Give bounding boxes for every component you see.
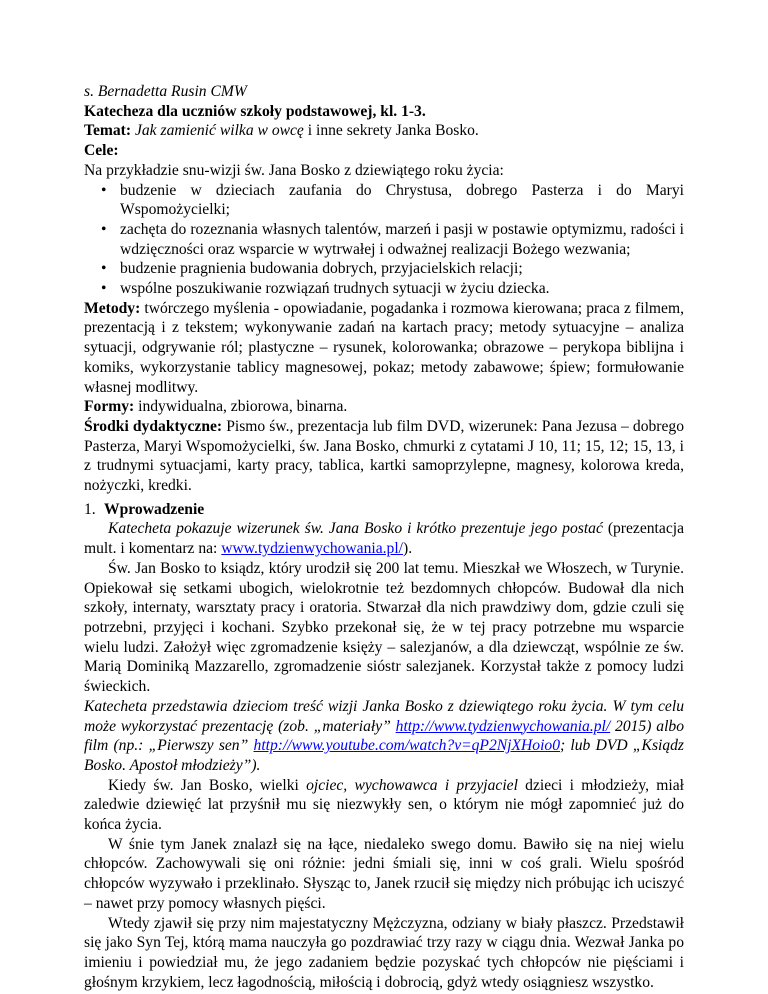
tydzien-link[interactable]: www.tydzienwychowania.pl/ bbox=[221, 540, 404, 558]
author-line: s. Bernadetta Rusin CMW bbox=[84, 83, 247, 100]
goals-label: Cele: bbox=[84, 142, 119, 160]
goals-intro: Na przykładzie snu-wizji św. Jana Bosko z dziewiątego roku życia: bbox=[84, 161, 504, 179]
youtube-link[interactable]: http://www.youtube.com/watch?v=qP2NjXHoio0 bbox=[253, 737, 560, 755]
aids-label: Środki dydaktyczne: bbox=[84, 417, 223, 435]
topic-title-rest: i inne sekrety Janka Bosko. bbox=[303, 122, 479, 140]
bullet-icon: • bbox=[101, 260, 107, 278]
section-paragraph-5: W śnie tym Janek znalazł się na łące, niedaleko swego domu. Bawiło się na niej wielu chłopców. Zachowywali się oni różnie: jedni śmiali się, inni w coś grali. Wielu spośród chłopców wyzywało i przeklinało. Słysząc to, Janek rzucił się między nich próbując ich uciszyć – nawet przy pomocy własnych pięści. bbox=[84, 835, 684, 912]
bullet-icon: • bbox=[101, 220, 107, 238]
tydzien-materials-link[interactable]: http://www.tydzienwychowania.pl/ bbox=[395, 717, 611, 735]
section-paragraph-2: Św. Jan Bosko to ksiądz, który urodził się 200 lat temu. Mieszkał we Włoszech, w Turynie. Opiekował się setkami ubogich, wielokrotnie też bezdomnych chłopców. Budował dla nich szkoły, internaty, warsztaty pracy i oratoria. Stwarzał dla nich prawdziwy dom, gdzie czuli się potrzebni, przyjęci i kochani. Szybko przekonał się, że w tej pracy potrzebne mu wsparcie wielu ludzi. Założył więc zgromadzenie księży – salezjanów, a dla dziewcząt, wspólnie ze św. Marią Dominiką Mazzarello, zgromadzenie sióstr salezjanek. Korzystał także z pomocy ludzi świeckich. bbox=[84, 559, 684, 696]
section-title: Wprowadzenie bbox=[104, 500, 205, 518]
document-heading: Katecheza dla uczniów szkoły podstawowej, kl. 1-3. bbox=[84, 102, 426, 120]
list-item: • budzenie pragnienia budowania dobrych, przyjacielskich relacji; bbox=[101, 260, 523, 278]
list-item: • zachęta do rozeznania własnych talentów, marzeń i pasji w postawie optymizmu, radości i wdzięczności oraz wsparcie w wytrwałej i odważnej realizacji Bożego wezwania; bbox=[101, 220, 684, 258]
section-paragraph-6: Wtedy zjawił się przy nim majestatyczny Mężczyzna, odziany w biały płaszcz. Przedstawił się jako Syn Tej, którą mama nauczyła go pozdrawiać trzy razy w ciągu dnia. Wezwał Janka po imieniu i powiedział mu, że jego zadaniem będzie pozyskać tych chłopców nie pięściami i głośnym krzykiem, lecz łagodnością, miłością i dobrocią, gdyż wtedy osiągniesz wszystko. bbox=[84, 914, 684, 991]
methods-paragraph: Metody: twórczego myślenia - opowiadanie, pogadanka i rozmowa kierowana; praca z filmem, prezentacją i z tekstem; wykonywanie zadań na kartach pracy; metody sytuacyjne – analiza sytuacji, odgrywanie ról; plastyczne – rysunek, kolorowanka; obrazowe – perykopa biblijna i komiks, wykorzystanie tablicy magnesowej, pokaz; metody zabawowe; śpiew; formułowanie własnej modlitwy. bbox=[84, 299, 684, 396]
section-paragraph-1: Katecheta pokazuje wizerunek św. Jana Bosko i krótko prezentuje jego postać (prezentacja mult. i komentarz na: www.tydzienwychowania.pl/). bbox=[84, 520, 684, 558]
section-paragraph-4: Kiedy św. Jan Bosko, wielki ojciec, wychowawca i przyjaciel dzieci i młodzieży, miał zaledwie dziewięć lat przyśnił mu się niezwykły sen, o którym nie mógł zapomnieć już do końca życia. bbox=[84, 776, 685, 834]
list-item: • budzenie w dzieciach zaufania do Chrystusa, dobrego Pasterza i do Maryi Wspomożycielki; bbox=[101, 181, 684, 219]
bullet-icon: • bbox=[101, 181, 107, 199]
topic-line bbox=[84, 121, 684, 141]
section-paragraph-3: Katecheta przedstawia dzieciom treść wizji Janka Bosko z dziewiątego roku życia. W tym celu może wykorzystać prezentację (zob. „materiały” http://www.tydzienwychowania.pl/ 2015) albo film (np.: „Pierwszy sen” http://www.youtube.com/watch?v=qP2NjXHoio0; lub DVD „Ksiądz Bosko. Apostoł młodzieży”). bbox=[84, 697, 685, 774]
aids-paragraph: Środki dydaktyczne: Pismo św., prezentacja lub film DVD, wizerunek: Pana Jezusa – dobrego Pasterza, Maryi Wspomożycielki, św. Jana Bosko, chmurki z cytatami J 10, 11; 15, 12; 15, 13, i z trudnymi sytuacjami, karty pracy, tablica, kartki samoprzylepne, magnesy, kolorowa kreda, nożyczki, kredki. bbox=[84, 417, 684, 495]
topic-label: Temat: bbox=[84, 122, 132, 140]
methods-label: Metody: bbox=[84, 299, 141, 317]
forms-paragraph: Formy: indywidualna, zbiorowa, binarna. bbox=[84, 398, 348, 416]
topic-title: Jak zamienić wilka w owcę bbox=[134, 122, 304, 140]
bullet-icon: • bbox=[101, 280, 107, 298]
forms-label: Formy: bbox=[84, 398, 135, 416]
document-page bbox=[84, 82, 684, 992]
goals-list bbox=[84, 181, 684, 299]
section-number: 1. bbox=[84, 500, 96, 518]
list-item: • wspólne poszukiwanie rozwiązań trudnych sytuacji w życiu dziecka. bbox=[101, 280, 550, 298]
section-heading bbox=[84, 500, 684, 520]
